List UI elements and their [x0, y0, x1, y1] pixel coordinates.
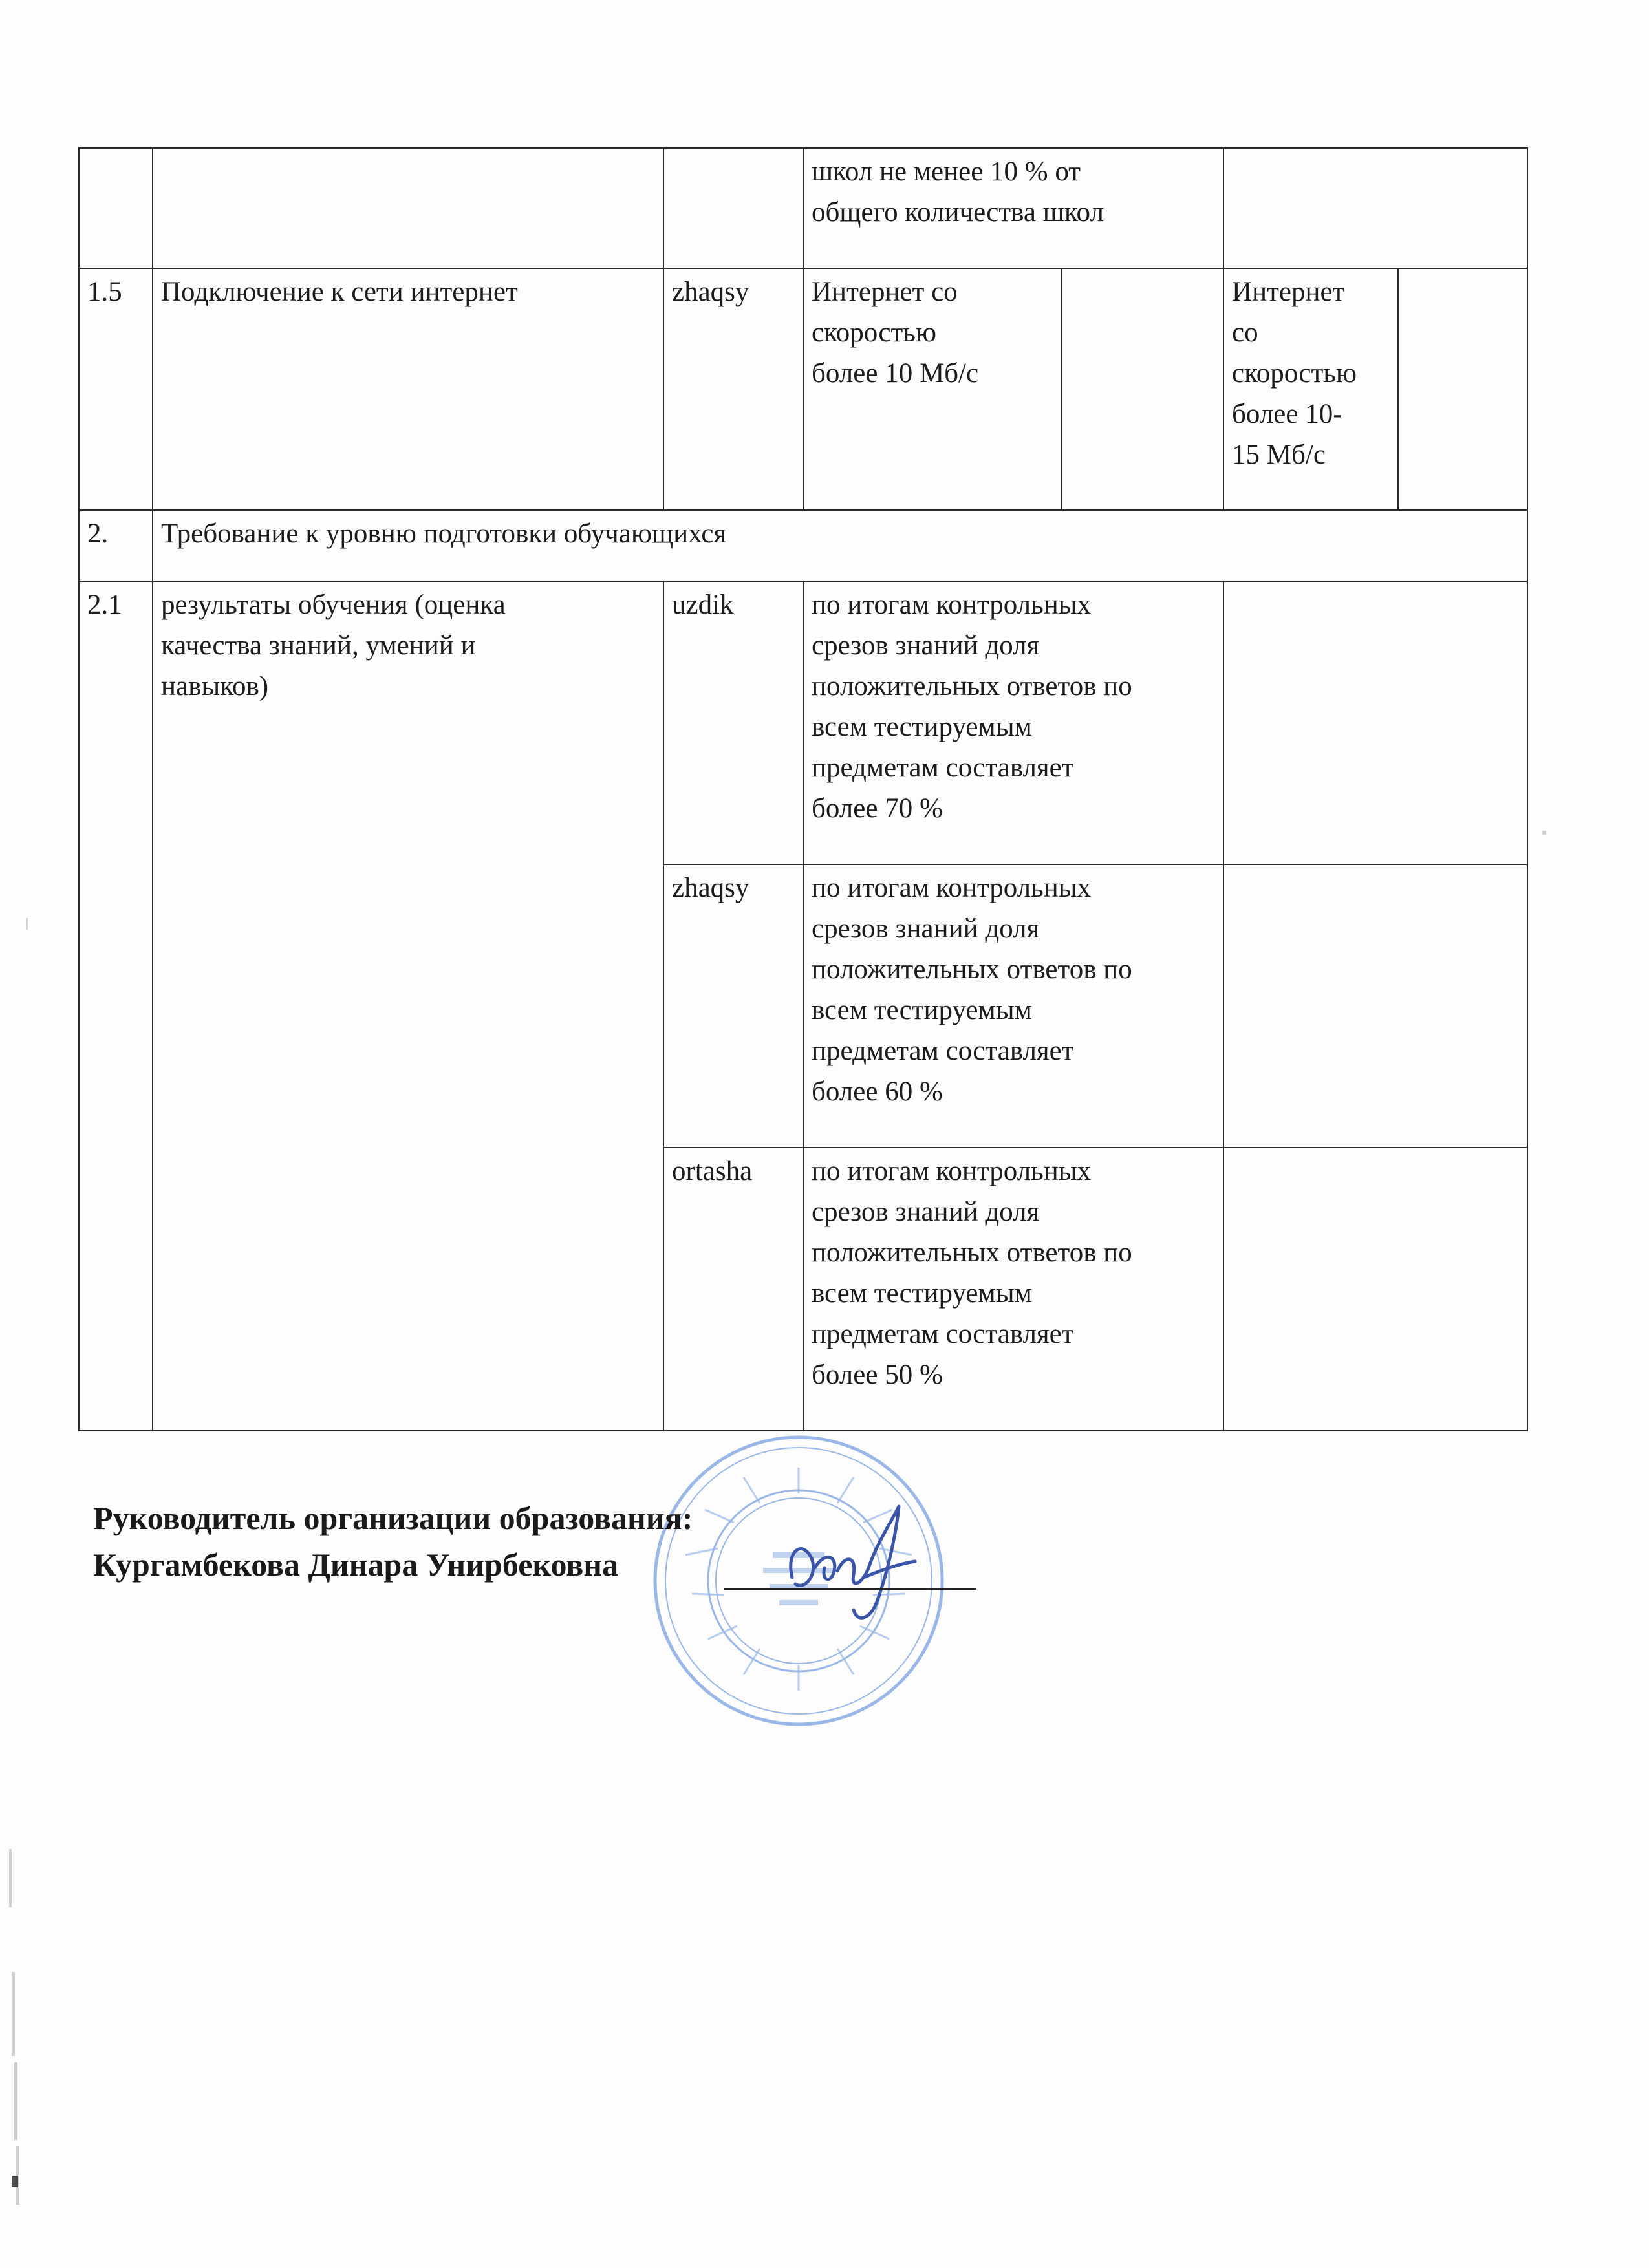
level-cell: zhaqsy	[663, 864, 803, 1148]
actual-value-cell	[1223, 1148, 1527, 1431]
section-title-cell: Требование к уровню подготовки обучающихся	[153, 510, 1527, 581]
criterion-cell: по итогам контрольных срезов знаний доля положительных ответов по всем тестируемым предметам составляет более 50 %	[803, 1148, 1223, 1431]
criterion-cell: Интернет со скоростью более 10 Мб/с	[803, 268, 1062, 510]
level-cell	[663, 148, 803, 268]
number-cell: 1.5	[79, 268, 153, 510]
signature-block	[93, 1495, 693, 1588]
requirements-table	[78, 147, 1528, 1431]
level-cell: uzdik	[663, 581, 803, 864]
indicator-name-cell: результаты обучения (оценка качества знаний, умений и навыков)	[153, 581, 663, 1431]
handwritten-signature	[766, 1493, 934, 1636]
empty-cell	[1398, 268, 1527, 510]
empty-cell	[1062, 268, 1223, 510]
director-name: Кургамбекова Динара Унирбековна	[93, 1546, 619, 1583]
table-row	[79, 148, 1527, 268]
indicator-name-cell: Подключение к сети интернет	[153, 268, 663, 510]
criterion-cell: по итогам контрольных срезов знаний доля положительных ответов по всем тестируемым предметам составляет более 70 %	[803, 581, 1223, 864]
director-title: Руководитель организации образования:	[93, 1500, 693, 1536]
actual-value-cell	[1223, 581, 1527, 864]
actual-value-cell	[1223, 148, 1527, 268]
indicator-name-cell	[153, 148, 663, 268]
level-cell: zhaqsy	[663, 268, 803, 510]
signature-line	[724, 1588, 976, 1590]
number-cell: 2.	[79, 510, 153, 581]
number-cell	[79, 148, 153, 268]
criterion-cell: по итогам контрольных срезов знаний доля положительных ответов по всем тестируемым предметам составляет более 60 %	[803, 864, 1223, 1148]
level-cell: ortasha	[663, 1148, 803, 1431]
actual-value-cell: Интернет со скоростью более 10- 15 Мб/с	[1223, 268, 1398, 510]
criterion-cell: школ не менее 10 % от общего количества школ	[803, 148, 1223, 268]
table-row	[79, 268, 1527, 510]
actual-value-cell	[1223, 864, 1527, 1148]
number-cell: 2.1	[79, 581, 153, 1431]
table-row	[79, 581, 1527, 864]
section-header-row	[79, 510, 1527, 581]
